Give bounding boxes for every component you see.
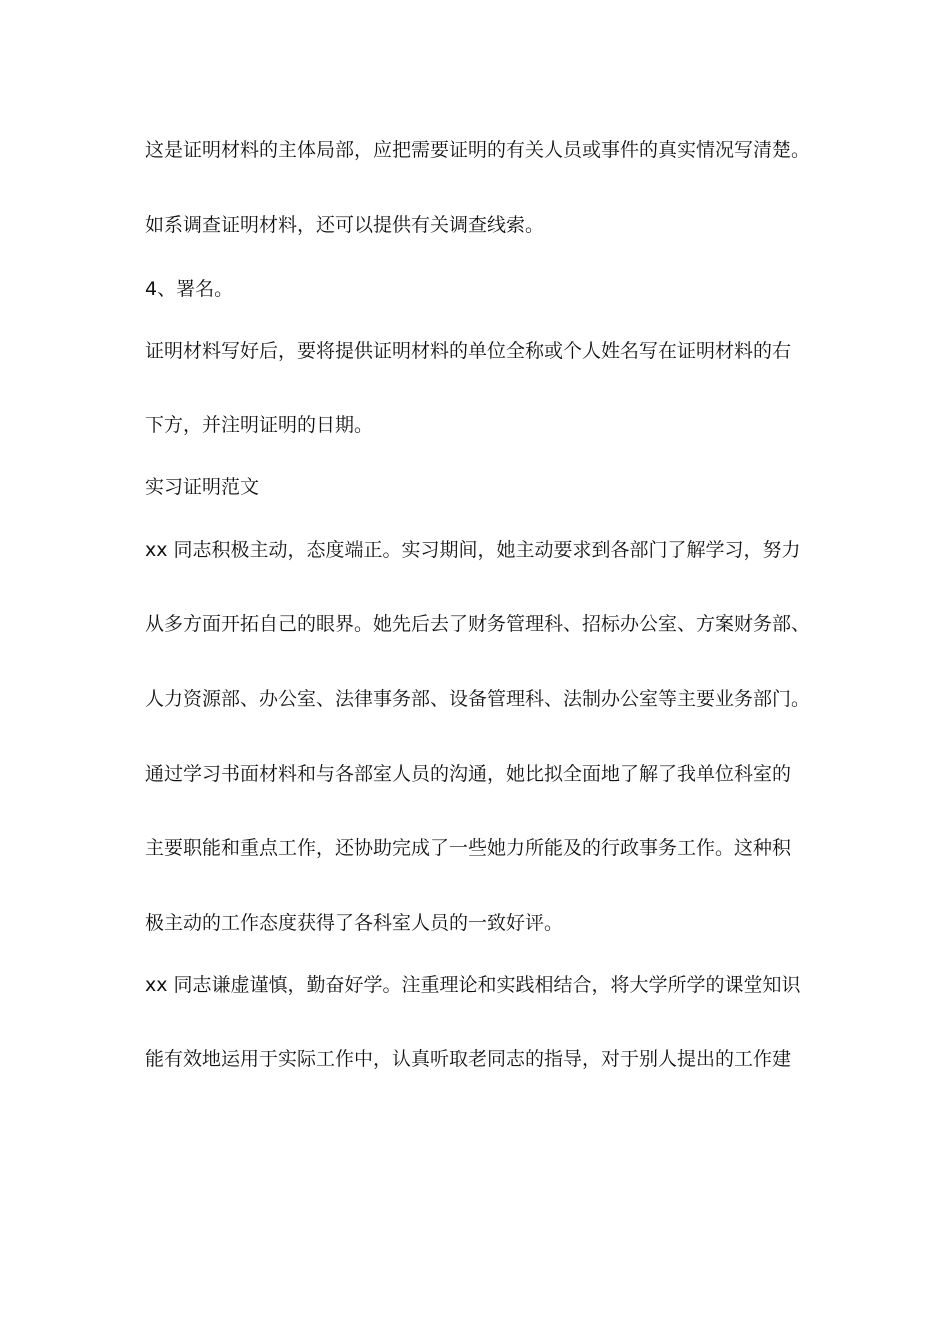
paragraph-line: 这是证明材料的主体局部，应把需要证明的有关人员或事件的真实情况写清楚。 [145,139,811,161]
paragraph-line: 主要职能和重点工作，还协助完成了一些她力所能及的行政事务工作。这种积 [145,837,792,859]
paragraph-line: 人力资源部、办公室、法律事务部、设备管理科、法制办公室等主要业务部门。 [145,688,811,710]
paragraph-line: 证明材料写好后，要将提供证明材料的单位全称或个人姓名写在证明材料的右 [145,340,792,362]
paragraph-line: 能有效地运用于实际工作中，认真听取老同志的指导，对于别人提出的工作建 [145,1048,792,1070]
paragraph-line: 下方，并注明证明的日期。 [145,414,374,436]
paragraph-line: 如系调查证明材料，还可以提供有关调查线索。 [145,214,545,236]
paragraph-line: xx 同志积极主动，态度端正。实习期间，她主动要求到各部门了解学习，努力 [145,539,801,561]
paragraph-line: 通过学习书面材料和与各部室人员的沟通，她比拟全面地了解了我单位科室的 [145,763,792,785]
list-item-heading: 4、署名。 [145,278,234,300]
section-heading: 实习证明范文 [145,476,260,498]
paragraph-line: xx 同志谦虚谨慎，勤奋好学。注重理论和实践相结合，将大学所学的课堂知识 [145,974,801,996]
paragraph-line: 极主动的工作态度获得了各科室人员的一致好评。 [145,912,564,934]
paragraph-line: 从多方面开拓自己的眼界。她先后去了财务管理科、招标办公室、方案财务部、 [145,613,811,635]
